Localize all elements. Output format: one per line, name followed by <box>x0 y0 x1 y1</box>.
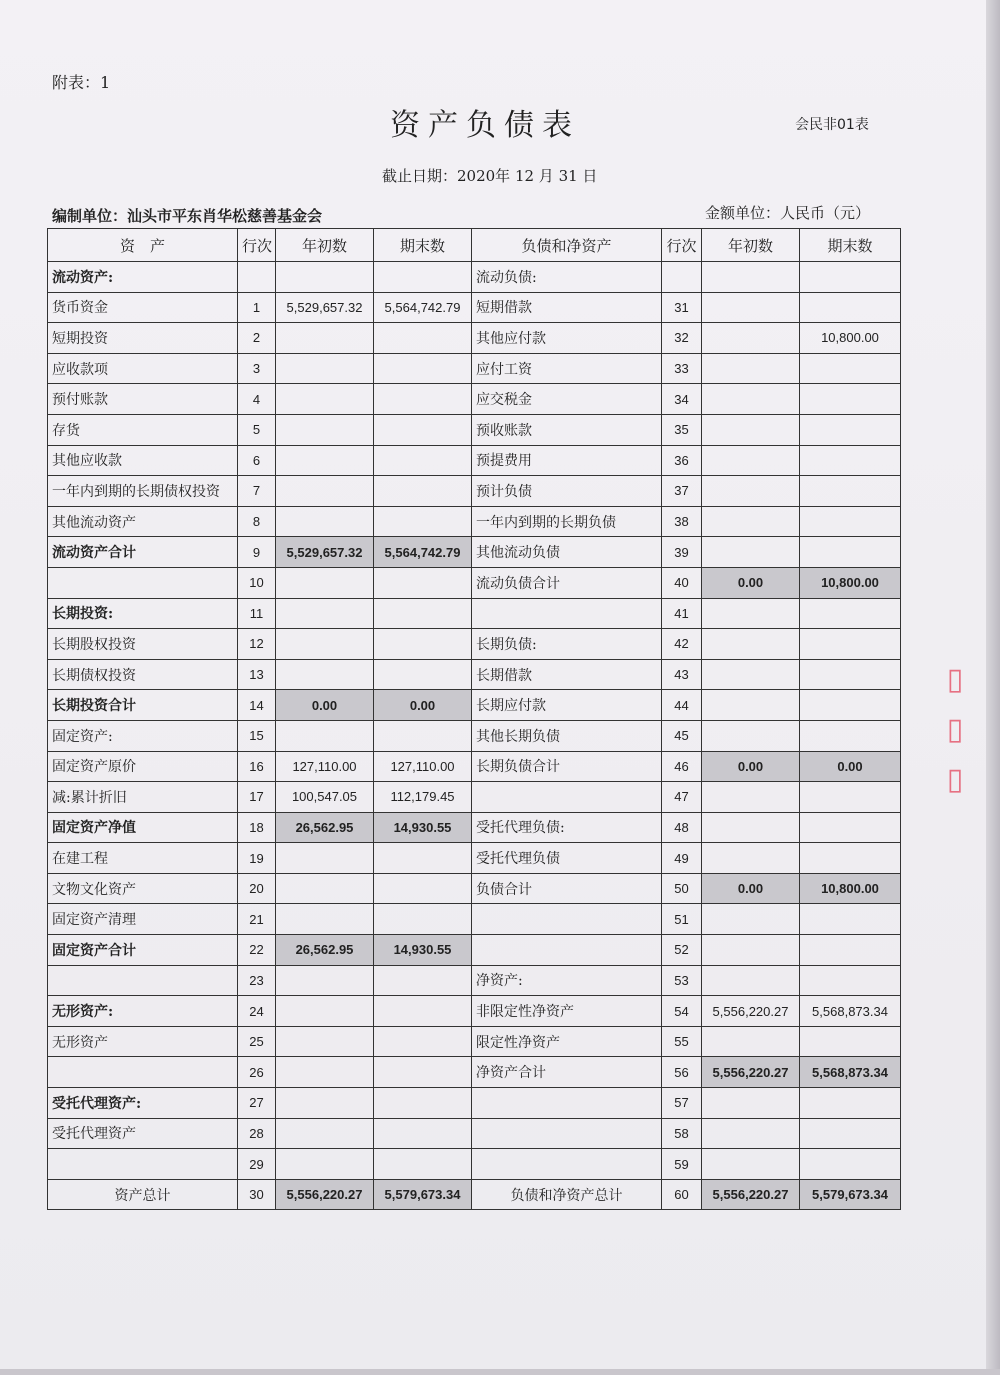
asset-label: 存货 <box>48 414 238 445</box>
asset-line-no: 17 <box>238 782 276 813</box>
asset-beginning-value <box>276 843 374 874</box>
asset-ending-value <box>374 323 472 354</box>
asset-line-no: 23 <box>238 965 276 996</box>
liability-line-no <box>662 262 702 293</box>
liability-line-no: 45 <box>662 720 702 751</box>
liability-beginning-value: 0.00 <box>702 567 800 598</box>
liability-label: 负债合计 <box>472 873 662 904</box>
liability-beginning-value <box>702 598 800 629</box>
liability-beginning-value <box>702 690 800 721</box>
asset-line-no: 7 <box>238 476 276 507</box>
liability-line-no: 39 <box>662 537 702 568</box>
table-row <box>48 782 901 813</box>
liability-ending-value <box>800 1088 901 1119</box>
liability-ending-value: 0.00 <box>800 751 901 782</box>
asset-ending-value <box>374 353 472 384</box>
asset-label: 流动资产合计 <box>48 537 238 568</box>
table-row <box>48 1179 901 1210</box>
liability-beginning-value <box>702 384 800 415</box>
asset-line-no: 13 <box>238 659 276 690</box>
table-row <box>48 1088 901 1119</box>
asset-beginning-value <box>276 873 374 904</box>
liability-beginning-value <box>702 659 800 690</box>
asset-beginning-value: 0.00 <box>276 690 374 721</box>
asset-line-no: 15 <box>238 720 276 751</box>
liability-beginning-value <box>702 537 800 568</box>
asset-ending-value <box>374 659 472 690</box>
asset-ending-value: 0.00 <box>374 690 472 721</box>
asset-line-no: 11 <box>238 598 276 629</box>
asset-ending-value <box>374 1088 472 1119</box>
liability-label: 限定性净资产 <box>472 1026 662 1057</box>
liability-ending-value: 10,800.00 <box>800 567 901 598</box>
table-row <box>48 506 901 537</box>
liability-line-no: 34 <box>662 384 702 415</box>
liability-beginning-value: 5,556,220.27 <box>702 1057 800 1088</box>
table-row <box>48 935 901 966</box>
scan-edge-bottom <box>0 1369 1000 1375</box>
col-ending-2: 期末数 <box>800 229 901 262</box>
asset-label <box>48 1057 238 1088</box>
liability-beginning-value <box>702 965 800 996</box>
asset-ending-value <box>374 1118 472 1149</box>
asset-beginning-value <box>276 1057 374 1088</box>
table-row <box>48 1057 901 1088</box>
asset-line-no: 19 <box>238 843 276 874</box>
asset-ending-value <box>374 598 472 629</box>
liability-ending-value <box>800 476 901 507</box>
asset-ending-value: 14,930.55 <box>374 812 472 843</box>
asset-label: 其他流动资产 <box>48 506 238 537</box>
liability-line-no: 36 <box>662 445 702 476</box>
asset-label: 资产总计 <box>48 1179 238 1210</box>
liability-line-no: 57 <box>662 1088 702 1119</box>
liability-line-no: 55 <box>662 1026 702 1057</box>
asset-label: 固定资产: <box>48 720 238 751</box>
liability-label: 受托代理负债 <box>472 843 662 874</box>
asset-ending-value <box>374 445 472 476</box>
asset-line-no: 22 <box>238 935 276 966</box>
asset-label: 预付账款 <box>48 384 238 415</box>
col-ending: 期末数 <box>374 229 472 262</box>
liability-line-no: 59 <box>662 1149 702 1180</box>
liability-label <box>472 1118 662 1149</box>
asset-label: 长期投资合计 <box>48 690 238 721</box>
table-row <box>48 598 901 629</box>
table-row <box>48 292 901 323</box>
liability-ending-value <box>800 965 901 996</box>
asset-label: 固定资产净值 <box>48 812 238 843</box>
asset-beginning-value <box>276 659 374 690</box>
liability-ending-value <box>800 935 901 966</box>
asset-beginning-value <box>276 996 374 1027</box>
liability-line-no: 56 <box>662 1057 702 1088</box>
table-row <box>48 751 901 782</box>
asset-label: 一年内到期的长期债权投资 <box>48 476 238 507</box>
liability-beginning-value <box>702 782 800 813</box>
asset-beginning-value <box>276 598 374 629</box>
table-header-row <box>48 229 901 262</box>
liability-beginning-value <box>702 629 800 660</box>
liability-ending-value: 10,800.00 <box>800 873 901 904</box>
liability-ending-value <box>800 1149 901 1180</box>
balance-sheet-table <box>47 228 901 1210</box>
liability-line-no: 32 <box>662 323 702 354</box>
liability-ending-value <box>800 843 901 874</box>
liability-beginning-value: 5,556,220.27 <box>702 1179 800 1210</box>
liability-ending-value: 5,579,673.34 <box>800 1179 901 1210</box>
liability-beginning-value <box>702 1026 800 1057</box>
asset-label: 长期债权投资 <box>48 659 238 690</box>
asset-label: 短期投资 <box>48 323 238 354</box>
asset-beginning-value: 100,547.05 <box>276 782 374 813</box>
liability-line-no: 60 <box>662 1179 702 1210</box>
asset-ending-value <box>374 262 472 293</box>
liability-label <box>472 935 662 966</box>
asset-beginning-value <box>276 1026 374 1057</box>
asset-line-no: 20 <box>238 873 276 904</box>
liability-label: 应付工资 <box>472 353 662 384</box>
asset-beginning-value: 26,562.95 <box>276 935 374 966</box>
liability-label <box>472 1088 662 1119</box>
liability-label: 长期负债合计 <box>472 751 662 782</box>
liability-line-no: 52 <box>662 935 702 966</box>
liability-line-no: 43 <box>662 659 702 690</box>
asset-beginning-value <box>276 414 374 445</box>
table-row <box>48 843 901 874</box>
asset-ending-value <box>374 414 472 445</box>
liability-line-no: 48 <box>662 812 702 843</box>
liability-beginning-value <box>702 1149 800 1180</box>
liability-ending-value <box>800 445 901 476</box>
table-row <box>48 873 901 904</box>
asset-label: 其他应收款 <box>48 445 238 476</box>
report-date: 截止日期：2020年 12 月 31 日 <box>382 167 598 185</box>
liability-label: 非限定性净资产 <box>472 996 662 1027</box>
liability-beginning-value <box>702 292 800 323</box>
liability-ending-value <box>800 414 901 445</box>
liability-line-no: 31 <box>662 292 702 323</box>
liability-label: 其他应付款 <box>472 323 662 354</box>
table-row <box>48 323 901 354</box>
asset-line-no: 28 <box>238 1118 276 1149</box>
red-seal-stamp: ▯ ▯ ▯ <box>946 662 964 797</box>
table-row <box>48 812 901 843</box>
liability-line-no: 46 <box>662 751 702 782</box>
liability-ending-value <box>800 782 901 813</box>
table-row <box>48 965 901 996</box>
asset-ending-value <box>374 629 472 660</box>
asset-line-no: 25 <box>238 1026 276 1057</box>
table-row <box>48 904 901 935</box>
asset-label: 固定资产清理 <box>48 904 238 935</box>
liability-beginning-value <box>702 323 800 354</box>
liability-label: 预计负债 <box>472 476 662 507</box>
liability-label: 应交税金 <box>472 384 662 415</box>
liability-ending-value <box>800 904 901 935</box>
liability-line-no: 41 <box>662 598 702 629</box>
asset-line-no: 26 <box>238 1057 276 1088</box>
asset-beginning-value: 5,529,657.32 <box>276 537 374 568</box>
liability-ending-value <box>800 629 901 660</box>
col-beginning-2: 年初数 <box>702 229 800 262</box>
asset-label: 应收款项 <box>48 353 238 384</box>
asset-label: 无形资产 <box>48 1026 238 1057</box>
asset-line-no: 24 <box>238 996 276 1027</box>
liability-label: 净资产合计 <box>472 1057 662 1088</box>
liability-ending-value <box>800 812 901 843</box>
liability-beginning-value <box>702 935 800 966</box>
liability-ending-value <box>800 690 901 721</box>
asset-ending-value <box>374 965 472 996</box>
table-row <box>48 1149 901 1180</box>
asset-ending-value: 127,110.00 <box>374 751 472 782</box>
table-row <box>48 1026 901 1057</box>
asset-label: 固定资产原价 <box>48 751 238 782</box>
liability-ending-value <box>800 537 901 568</box>
liability-label <box>472 1149 662 1180</box>
table-row <box>48 537 901 568</box>
liability-beginning-value: 0.00 <box>702 751 800 782</box>
asset-ending-value: 5,564,742.79 <box>374 292 472 323</box>
asset-beginning-value <box>276 1118 374 1149</box>
liability-label: 其他长期负债 <box>472 720 662 751</box>
table-row <box>48 476 901 507</box>
form-code: 会民非01表 <box>795 117 869 133</box>
asset-label: 减:累计折旧 <box>48 782 238 813</box>
asset-line-no: 21 <box>238 904 276 935</box>
asset-beginning-value <box>276 567 374 598</box>
liability-beginning-value <box>702 843 800 874</box>
asset-line-no: 30 <box>238 1179 276 1210</box>
asset-line-no: 16 <box>238 751 276 782</box>
liability-ending-value <box>800 1026 901 1057</box>
asset-line-no: 2 <box>238 323 276 354</box>
asset-ending-value <box>374 384 472 415</box>
liability-label <box>472 904 662 935</box>
asset-line-no: 5 <box>238 414 276 445</box>
liability-line-no: 42 <box>662 629 702 660</box>
liability-label: 长期应付款 <box>472 690 662 721</box>
col-liabilities: 负债和净资产 <box>472 229 662 262</box>
asset-label: 受托代理资产: <box>48 1088 238 1119</box>
table-row <box>48 996 901 1027</box>
preparing-organization: 编制单位：汕头市平东肖华松慈善基金会 <box>52 207 323 225</box>
asset-ending-value <box>374 1149 472 1180</box>
liability-ending-value <box>800 659 901 690</box>
liability-ending-value <box>800 262 901 293</box>
asset-beginning-value <box>276 384 374 415</box>
col-assets: 资 产 <box>48 229 238 262</box>
page-title: 资产负债表 <box>390 108 580 143</box>
liability-line-no: 50 <box>662 873 702 904</box>
asset-beginning-value <box>276 323 374 354</box>
asset-line-no: 8 <box>238 506 276 537</box>
table-row <box>48 567 901 598</box>
liability-line-no: 49 <box>662 843 702 874</box>
asset-label <box>48 567 238 598</box>
liability-ending-value <box>800 384 901 415</box>
liability-beginning-value <box>702 904 800 935</box>
asset-beginning-value <box>276 476 374 507</box>
liability-line-no: 47 <box>662 782 702 813</box>
asset-label <box>48 1149 238 1180</box>
col-line-no: 行次 <box>238 229 276 262</box>
liability-label: 负债和净资产总计 <box>472 1179 662 1210</box>
asset-line-no: 1 <box>238 292 276 323</box>
liability-beginning-value: 0.00 <box>702 873 800 904</box>
liability-ending-value <box>800 598 901 629</box>
table-row <box>48 720 901 751</box>
asset-ending-value <box>374 904 472 935</box>
asset-label: 无形资产: <box>48 996 238 1027</box>
asset-beginning-value: 5,556,220.27 <box>276 1179 374 1210</box>
asset-line-no: 29 <box>238 1149 276 1180</box>
attachment-label: 附表：1 <box>52 73 111 92</box>
asset-label: 固定资产合计 <box>48 935 238 966</box>
asset-label: 流动资产: <box>48 262 238 293</box>
asset-ending-value: 5,564,742.79 <box>374 537 472 568</box>
liability-ending-value: 5,568,873.34 <box>800 1057 901 1088</box>
asset-beginning-value: 26,562.95 <box>276 812 374 843</box>
asset-beginning-value: 5,529,657.32 <box>276 292 374 323</box>
asset-ending-value <box>374 1057 472 1088</box>
asset-ending-value <box>374 873 472 904</box>
asset-beginning-value <box>276 965 374 996</box>
liability-ending-value <box>800 1118 901 1149</box>
table-row <box>48 353 901 384</box>
liability-ending-value: 5,568,873.34 <box>800 996 901 1027</box>
table-row <box>48 384 901 415</box>
table-row <box>48 1118 901 1149</box>
liability-label: 流动负债: <box>472 262 662 293</box>
liability-ending-value: 10,800.00 <box>800 323 901 354</box>
liability-label: 受托代理负债: <box>472 812 662 843</box>
liability-line-no: 58 <box>662 1118 702 1149</box>
asset-label: 长期投资: <box>48 598 238 629</box>
asset-ending-value <box>374 843 472 874</box>
liability-label <box>472 782 662 813</box>
asset-beginning-value: 127,110.00 <box>276 751 374 782</box>
liability-label: 预收账款 <box>472 414 662 445</box>
liability-line-no: 54 <box>662 996 702 1027</box>
asset-label: 在建工程 <box>48 843 238 874</box>
liability-line-no: 51 <box>662 904 702 935</box>
asset-label: 长期股权投资 <box>48 629 238 660</box>
asset-line-no: 10 <box>238 567 276 598</box>
asset-beginning-value <box>276 720 374 751</box>
asset-beginning-value <box>276 629 374 660</box>
asset-ending-value: 5,579,673.34 <box>374 1179 472 1210</box>
asset-label: 文物文化资产 <box>48 873 238 904</box>
asset-beginning-value <box>276 262 374 293</box>
liability-ending-value <box>800 292 901 323</box>
asset-beginning-value <box>276 353 374 384</box>
asset-label <box>48 965 238 996</box>
asset-line-no: 27 <box>238 1088 276 1119</box>
liability-line-no: 44 <box>662 690 702 721</box>
table-row <box>48 445 901 476</box>
liability-label: 预提费用 <box>472 445 662 476</box>
asset-line-no: 4 <box>238 384 276 415</box>
asset-ending-value: 14,930.55 <box>374 935 472 966</box>
asset-line-no: 3 <box>238 353 276 384</box>
table-row <box>48 629 901 660</box>
asset-label: 受托代理资产 <box>48 1118 238 1149</box>
table-row <box>48 659 901 690</box>
liability-line-no: 37 <box>662 476 702 507</box>
liability-beginning-value <box>702 1118 800 1149</box>
asset-line-no <box>238 262 276 293</box>
asset-line-no: 12 <box>238 629 276 660</box>
currency-unit: 金额单位：人民币（元） <box>705 204 871 222</box>
table-row <box>48 414 901 445</box>
liability-label: 一年内到期的长期负债 <box>472 506 662 537</box>
liability-beginning-value: 5,556,220.27 <box>702 996 800 1027</box>
asset-ending-value <box>374 720 472 751</box>
liability-line-no: 40 <box>662 567 702 598</box>
col-line-no-2: 行次 <box>662 229 702 262</box>
asset-beginning-value <box>276 506 374 537</box>
liability-label: 流动负债合计 <box>472 567 662 598</box>
asset-line-no: 18 <box>238 812 276 843</box>
liability-line-no: 33 <box>662 353 702 384</box>
asset-ending-value <box>374 567 472 598</box>
liability-line-no: 53 <box>662 965 702 996</box>
asset-ending-value <box>374 476 472 507</box>
col-beginning: 年初数 <box>276 229 374 262</box>
liability-label <box>472 598 662 629</box>
liability-label: 净资产: <box>472 965 662 996</box>
liability-ending-value <box>800 353 901 384</box>
liability-ending-value <box>800 720 901 751</box>
table-row <box>48 262 901 293</box>
asset-line-no: 14 <box>238 690 276 721</box>
asset-line-no: 9 <box>238 537 276 568</box>
asset-beginning-value <box>276 1088 374 1119</box>
asset-ending-value <box>374 996 472 1027</box>
liability-beginning-value <box>702 1088 800 1119</box>
liability-beginning-value <box>702 445 800 476</box>
liability-beginning-value <box>702 414 800 445</box>
table-row <box>48 690 901 721</box>
liability-line-no: 38 <box>662 506 702 537</box>
liability-label: 长期负债: <box>472 629 662 660</box>
asset-beginning-value <box>276 904 374 935</box>
liability-beginning-value <box>702 476 800 507</box>
asset-ending-value: 112,179.45 <box>374 782 472 813</box>
asset-ending-value <box>374 506 472 537</box>
liability-label: 短期借款 <box>472 292 662 323</box>
asset-beginning-value <box>276 1149 374 1180</box>
liability-beginning-value <box>702 812 800 843</box>
liability-label: 其他流动负债 <box>472 537 662 568</box>
scan-edge <box>986 0 1000 1375</box>
liability-beginning-value <box>702 353 800 384</box>
asset-line-no: 6 <box>238 445 276 476</box>
liability-line-no: 35 <box>662 414 702 445</box>
asset-ending-value <box>374 1026 472 1057</box>
liability-beginning-value <box>702 506 800 537</box>
liability-beginning-value <box>702 720 800 751</box>
asset-beginning-value <box>276 445 374 476</box>
liability-ending-value <box>800 506 901 537</box>
liability-beginning-value <box>702 262 800 293</box>
liability-label: 长期借款 <box>472 659 662 690</box>
asset-label: 货币资金 <box>48 292 238 323</box>
